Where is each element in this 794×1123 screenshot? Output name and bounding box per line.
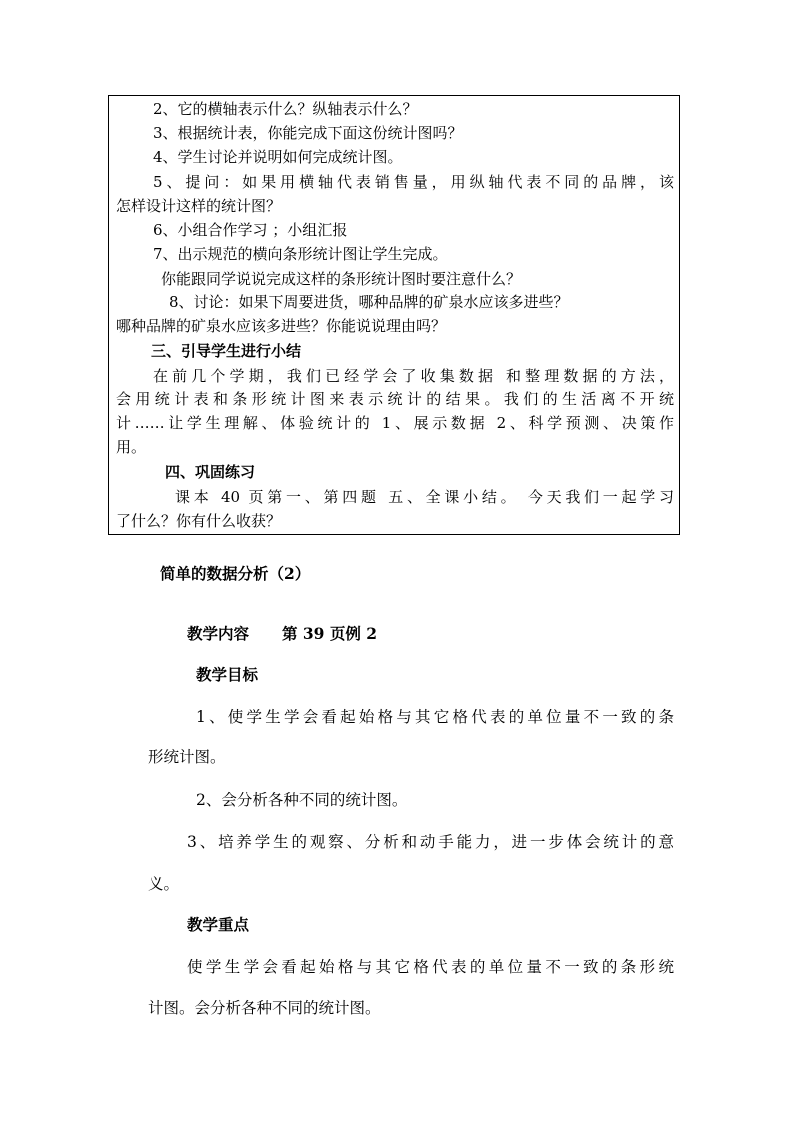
step-question-line2: 怎样设计这样的统计图？ <box>116 197 282 215</box>
step-show-chart: 7、出示规范的横向条形统计图让学生完成。 <box>153 245 448 263</box>
key-heading: 教学重点 <box>187 915 250 934</box>
practice-line2: 了什么？你有什么收获？ <box>116 512 282 530</box>
practice-line1: 课本 40 页第一、第四题 五、全课小结。 今天我们一起学习 <box>175 488 674 506</box>
goal2: 2、会分析各种不同的统计图。 <box>196 791 408 809</box>
goal1-line2: 形统计图。 <box>148 748 226 766</box>
step-discuss: 4、学生讨论并说明如何完成统计图。 <box>153 148 403 166</box>
content-label: 教学内容 <box>187 624 250 643</box>
step-discuss-line1: 8、讨论：如果下周要进货，哪种品牌的矿泉水应该多进些？ <box>169 293 569 311</box>
summary-line4: 用。 <box>116 438 147 456</box>
goals-heading: 教学目标 <box>196 665 259 684</box>
goal3-line2: 义。 <box>148 875 180 893</box>
summary-line1: 在前几个学期，我们已经学会了收集数据 和整理数据的方法， <box>153 367 674 385</box>
question-complete-chart: 3、根据统计表，你能完成下面这份统计图吗？ <box>153 124 463 142</box>
content-value: 第 39 页例 2 <box>282 624 378 643</box>
goal3-line1: 3、培养学生的观察、分析和动手能力，进一步体会统计的意 <box>187 833 674 851</box>
summary-line2: 会用统计表和条形统计图来表示统计的结果。我们的生活离不开统 <box>116 390 674 408</box>
step-question-line1: 5、提问：如果用横轴代表销售量，用纵轴代表不同的品牌，该 <box>153 173 674 191</box>
step-discuss-line2: 哪种品牌的矿泉水应该多进些？你能说说理由吗？ <box>116 317 447 335</box>
lesson-plan-table-cell <box>108 95 680 535</box>
question-axes: 2、它的横轴表示什么？纵轴表示什么？ <box>153 100 418 118</box>
goal1-line1: 1、使学生学会看起始格与其它格代表的单位量不一致的条 <box>196 708 674 726</box>
section-practice-heading: 四、巩固练习 <box>165 463 256 481</box>
key-line2: 计图。会分析各种不同的统计图。 <box>148 999 381 1017</box>
step-group-work: 6、小组合作学习 ；小组汇报 <box>153 221 348 239</box>
summary-line3: 计……让学生理解、体验统计的 1、展示数据 2、科学预测、决策作 <box>116 414 674 432</box>
step-attention: 你能跟同学说说完成这样的条形统计图时要注意什么？ <box>161 270 522 288</box>
lesson-title: 简单的数据分析（2） <box>160 564 311 583</box>
section-summary-heading: 三、引导学生进行小结 <box>151 342 302 360</box>
key-line1: 使学生学会看起始格与其它格代表的单位量不一致的条形统 <box>187 958 674 976</box>
